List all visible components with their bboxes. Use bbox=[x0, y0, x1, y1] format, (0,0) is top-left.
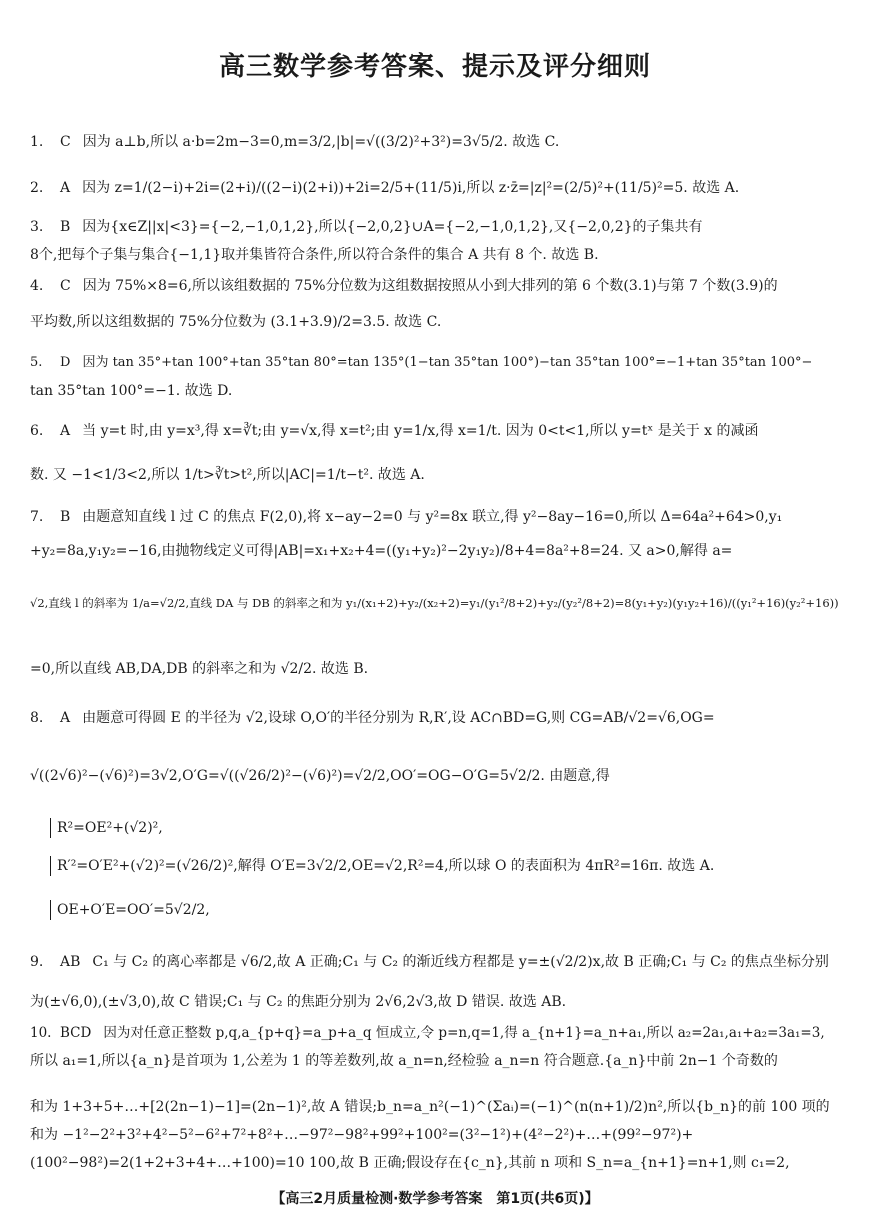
item-number: 2. bbox=[30, 180, 44, 196]
item-line: 因为对任意正整数 p,q,a_{p+q}=a_p+a_q 恒成立,令 p=n,q=1,得 a_{n+1}=a_n+a₁,所以 a₂=2a₁,a₁+a₂=3a₁=3, bbox=[103, 1025, 825, 1041]
item-answer: A bbox=[60, 710, 71, 726]
item-line: √2,直线 l 的斜率为 1/a=√2/2,直线 DA 与 DB 的斜率之和为 y₁/(x₁+2)+y₂/(x₂+2)=y₁/(y₁²/8+2)+y₂/(y₂²/8+2)=8(y₁+y₂)(y₁y₂+16)/((y₁²+16)(y₂²+16)) bbox=[30, 596, 839, 610]
item-line: +y₂=8a,y₁y₂=−16,由抛物线定义可得|AB|=x₁+x₂+4=((y₁+y₂)²−2y₁y₂)/8+4=8a²+8=24. 又 a>0,解得 a= bbox=[30, 543, 733, 559]
item-line: 因为 a⊥b,所以 a·b=2m−3=0,m=3/2,|b|=√((3/2)²+3²)=3√5/2. 故选 C. bbox=[82, 134, 560, 150]
item-answer: C bbox=[60, 134, 71, 150]
item-number: 7. bbox=[30, 509, 44, 525]
item-number: 8. bbox=[30, 710, 44, 726]
item-line: 为(±√6,0),(±√3,0),故 C 错误;C₁ 与 C₂ 的焦距分别为 2√6,2√3,故 D 错误. 故选 AB. bbox=[30, 994, 567, 1010]
item-line: 平均数,所以这组数据的 75%分位数为 (3.1+3.9)/2=3.5. 故选 C. bbox=[30, 314, 442, 330]
item-line: 所以 a₁=1,所以{a_n}是首项为 1,公差为 1 的等差数列,故 a_n=n,经检验 a_n=n 符合题意.{a_n}中前 2n−1 个奇数的 bbox=[30, 1053, 778, 1069]
item-answer: AB bbox=[60, 954, 81, 970]
item-answer: A bbox=[60, 423, 71, 439]
item-line: R′²=O′E²+(√2)²=(√26/2)²,解得 O′E=3√2/2,OE=√2,R²=4,所以球 O 的表面积为 4πR²=16π. 故选 A. bbox=[57, 858, 715, 874]
item-line: √((2√6)²−(√6)²)=3√2,O′G=√((√26/2)²−(√6)²)=√2/2,OO′=OG−O′G=5√2/2. 由题意,得 bbox=[30, 768, 610, 784]
page-title: 高三数学参考答案、提示及评分细则 bbox=[218, 52, 651, 82]
item-line: 因为 75%×8=6,所以该组数据的 75%分位数为这组数据按照从小到大排列的第 6 个数(3.1)与第 7 个数(3.9)的 bbox=[82, 278, 778, 294]
item-answer: B bbox=[60, 219, 71, 235]
item-line: 和为 1+3+5+…+[2(2n−1)−1]=(2n−1)²,故 A 错误;b_n=a_n²(−1)^(Σaᵢ)=(−1)^(n(n+1)/2)n²,所以{b_n}的前 100 项的 bbox=[30, 1099, 830, 1115]
item-number: 10. bbox=[30, 1025, 52, 1041]
item-answer: BCD bbox=[60, 1025, 92, 1041]
item-line: R²=OE²+(√2)², bbox=[57, 820, 163, 836]
item-line: 因为 z=1/(2−i)+2i=(2+i)/((2−i)(2+i))+2i=2/5+(11/5)i,所以 z·z̄=|z|²=(2/5)²+(11/5)²=5. 故选 A. bbox=[82, 180, 740, 196]
item-line: 因为 tan 35°+tan 100°+tan 35°tan 80°=tan 135°(1−tan 35°tan 100°)−tan 35°tan 100°=−1+tan 35°tan 100°− bbox=[82, 355, 813, 370]
item-line: =0,所以直线 AB,DA,DB 的斜率之和为 √2/2. 故选 B. bbox=[30, 661, 369, 677]
item-line: tan 35°tan 100°=−1. 故选 D. bbox=[30, 383, 233, 399]
item-answer: D bbox=[60, 355, 71, 370]
item-line: 当 y=t 时,由 y=x³,得 x=∛t;由 y=√x,得 x=t²;由 y=1/x,得 x=1/t. 因为 0<t<1,所以 y=tˣ 是关于 x 的减函 bbox=[82, 423, 759, 439]
item-number: 3. bbox=[30, 219, 44, 235]
item-line: 数. 又 −1<1/3<2,所以 1/t>∛t>t²,所以|AC|=1/t−t². 故选 A. bbox=[30, 467, 425, 483]
item-line: 和为 −1²−2²+3²+4²−5²−6²+7²+8²+…−97²−98²+99²+100²=(3²−1²)+(4²−2²)+…+(99²−97²)+ bbox=[30, 1127, 694, 1143]
item-line: (100²−98²)=2(1+2+3+4+…+100)=10 100,故 B 正确;假设存在{c_n},其前 n 项和 S_n=a_{n+1}=n+1,则 c₁=2, bbox=[30, 1155, 790, 1171]
item-line: OE+O′E=OO′=5√2/2, bbox=[57, 902, 210, 918]
item-number: 5. bbox=[30, 355, 43, 370]
item-answer: B bbox=[60, 509, 71, 525]
page-footer: 【高三2月质量检测·数学参考答案 第1页(共6页)】 bbox=[271, 1191, 599, 1207]
item-number: 6. bbox=[30, 423, 44, 439]
item-line: C₁ 与 C₂ 的离心率都是 √6/2,故 A 正确;C₁ 与 C₂ 的渐近线方程都是 y=±(√2/2)x,故 B 正确;C₁ 与 C₂ 的焦点坐标分别 bbox=[92, 954, 829, 970]
item-number: 4. bbox=[30, 278, 44, 294]
item-line: 由题意知直线 l 过 C 的焦点 F(2,0),将 x−ay−2=0 与 y²=8x 联立,得 y²−8ay−16=0,所以 Δ=64a²+64>0,y₁ bbox=[82, 509, 783, 525]
item-answer: C bbox=[60, 278, 71, 294]
item-number: 9. bbox=[30, 954, 44, 970]
item-line: 8个,把每个子集与集合{−1,1}取并集皆符合条件,所以符合条件的集合 A 共有 8 个. 故选 B. bbox=[30, 247, 599, 263]
item-answer: A bbox=[60, 180, 71, 196]
item-line: 由题意可得圆 E 的半径为 √2,设球 O,O′的半径分别为 R,R′,设 AC∩BD=G,则 CG=AB/√2=√6,OG= bbox=[82, 710, 715, 726]
item-line: 因为{x∈Z||x|<3}={−2,−1,0,1,2},所以{−2,0,2}∪A={−2,−1,0,1,2},又{−2,0,2}的子集共有 bbox=[82, 219, 703, 235]
item-number: 1. bbox=[30, 134, 44, 150]
